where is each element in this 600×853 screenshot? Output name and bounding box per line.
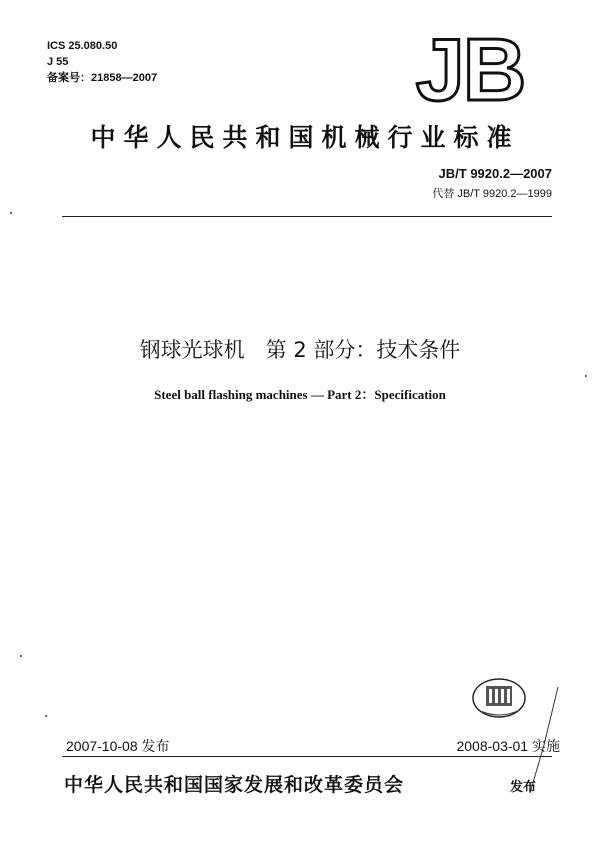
- issuer-suffix: 发布: [510, 780, 537, 795]
- category-code: J 55: [47, 56, 69, 68]
- scan-speck: [10, 212, 12, 214]
- scan-speck: [585, 375, 587, 377]
- org-title: 中华人民共和国机械行业标准: [90, 123, 520, 152]
- implementation-date: 2008-03-01 实施: [456, 738, 560, 754]
- document-title-english: Steel ball flashing machines — Part 2：Specification: [154, 387, 446, 402]
- record-number: 备案号：21858—2007: [47, 72, 158, 84]
- issue-date: 2007-10-08 发布: [66, 738, 170, 754]
- footer-divider: [62, 756, 552, 757]
- jb-logo-text: JB: [415, 26, 525, 112]
- standard-number: JB/T 9920.2—2007: [438, 166, 552, 181]
- issuing-authority: 中华人民共和国国家发展和改革委员会: [64, 774, 405, 796]
- header-divider: [62, 216, 552, 217]
- scan-speck: [45, 715, 47, 717]
- jb-logo: [400, 26, 540, 112]
- replaces-standard: 代替 JB/T 9920.2—1999: [432, 188, 552, 200]
- document-title-chinese: 钢球光球机 第 2 部分：技术条件: [139, 338, 461, 362]
- classification-block: [47, 38, 157, 86]
- ics-code: ICS 25.080.50: [47, 40, 118, 52]
- scan-speck: [20, 655, 22, 657]
